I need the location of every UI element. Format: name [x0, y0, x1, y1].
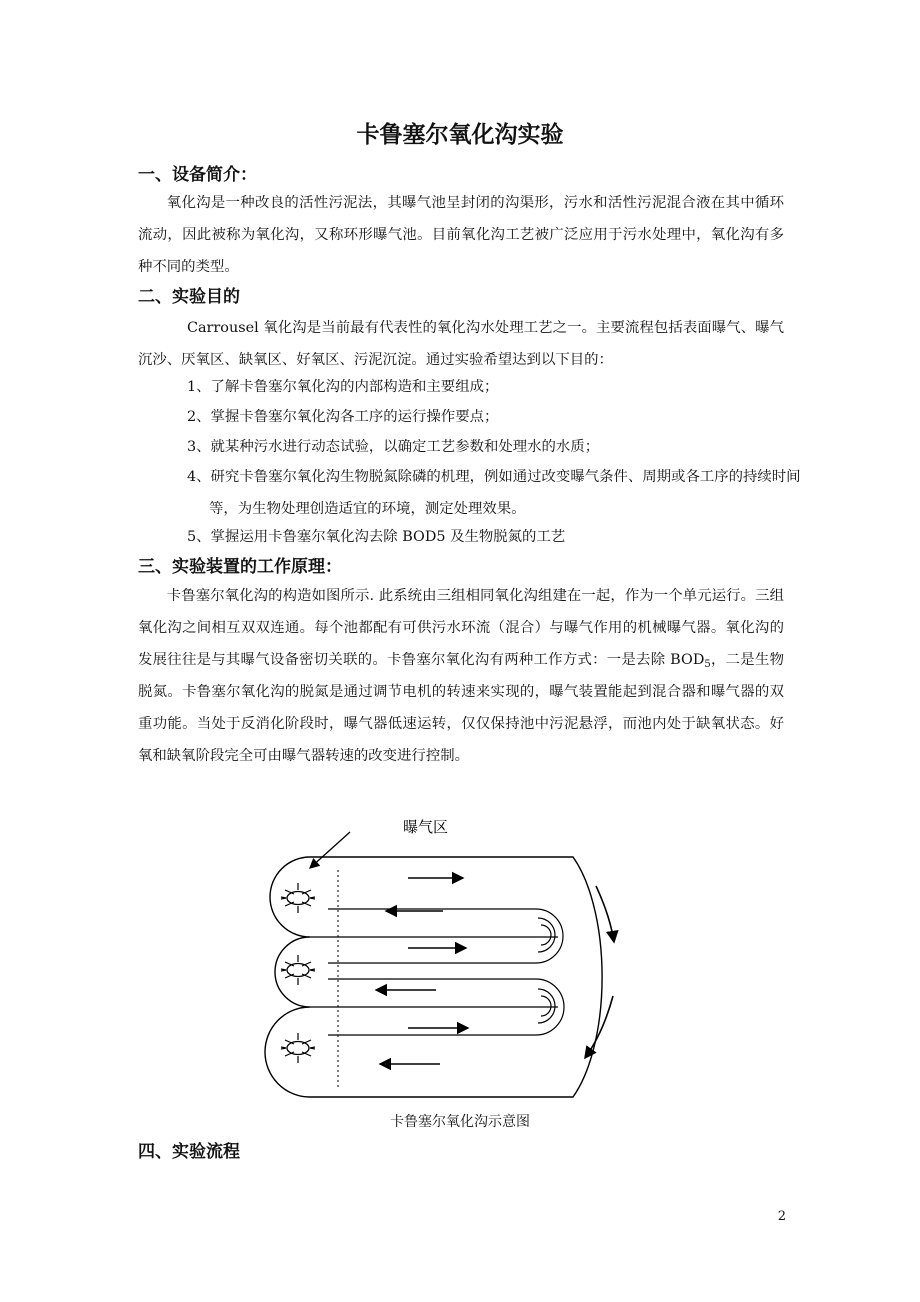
principle-paragraph: [138, 580, 784, 772]
section-heading-principle: 三、实验装置的工作原理：: [138, 557, 342, 577]
turning-curve: [538, 918, 555, 952]
page-number: 2: [777, 1209, 786, 1224]
aerator-icon: [281, 1033, 315, 1063]
purpose-item: 5、掌握运用卡鲁塞尔氧化沟去除 BOD5 及生物脱氮的工艺: [187, 529, 566, 545]
page-title: 卡鲁塞尔氧化沟实验: [356, 122, 564, 148]
bod-subscript: 5: [704, 659, 711, 670]
return-flow-arrow: [585, 996, 613, 1058]
channel-partition: [328, 909, 563, 963]
section-heading-purpose: 二、实验目的: [138, 287, 240, 307]
turning-curve: [541, 925, 551, 945]
principle-text-part2: ，二是生物脱氮。卡鲁塞尔氧化沟的脱氮是通过调节电机的转速来实现的，曝气装置能起到混合器和曝气器的双重功能。当处于反消化阶段时，曝气器低速运转，仅仅保持池中污泥悬浮，而池内处于缺氧状态。好氧和缺氧阶段完全可由曝气器转速的改变进行控制。: [138, 652, 784, 764]
aerator-icon: [281, 883, 315, 913]
purpose-item: 1、了解卡鲁塞尔氧化沟的内部构造和主要组成；: [187, 379, 499, 395]
section-heading-process: 四、实验流程: [138, 1142, 240, 1162]
carrousel-ditch-diagram: [258, 808, 648, 1098]
ditch-outline: [265, 857, 602, 1097]
section-heading-equipment: 一、设备简介：: [138, 165, 257, 185]
purpose-item: 3、就某种污水进行动态试验，以确定工艺参数和处理水的水质；: [187, 439, 600, 455]
aeration-zone-pointer: [310, 832, 350, 868]
turning-curve: [541, 996, 551, 1016]
aerator-icon: [281, 955, 315, 985]
figure-caption: 卡鲁塞尔氧化沟示意图: [390, 1114, 530, 1130]
equipment-paragraph: 氧化沟是一种改良的活性污泥法，其曝气池呈封闭的沟渠形，污水和活性污泥混合液在其中循环流动，因此被称为氧化沟，又称环形曝气池。目前氧化沟工艺被广泛应用于污水处理中，氧化沟有多种不同的类型。: [138, 195, 784, 275]
aeration-zone-label: 曝气区: [403, 818, 449, 836]
turning-curve: [538, 989, 555, 1023]
principle-text-part1: 卡鲁塞尔氧化沟的构造如图所示. 此系统由三组相同氧化沟组建在一起，作为一个单元运行。三组氧化沟之间相互双双连通。每个池都配有可供污水环流（混合）与曝气作用的机械曝气器。氧化沟的发展往往是与其曝气设备密切关联的。卡鲁塞尔氧化沟有两种工作方式：一是去除 BOD: [138, 588, 784, 668]
purpose-intro: Carrousel 氧化沟是当前最有代表性的氧化沟水处理工艺之一。主要流程包括表面曝气、曝气沉沙、厌氧区、缺氧区、好氧区、污泥沉淀。通过实验希望达到以下目的：: [138, 320, 784, 368]
purpose-item: 4、研究卡鲁塞尔氧化沟生物脱氮除磷的机理，例如通过改变曝气条件、周期或各工序的持续时间等，为生物处理创造适宜的环境，测定处理效果。: [187, 469, 801, 517]
purpose-item: 2、掌握卡鲁塞尔氧化沟各工序的运行操作要点；: [187, 409, 499, 425]
